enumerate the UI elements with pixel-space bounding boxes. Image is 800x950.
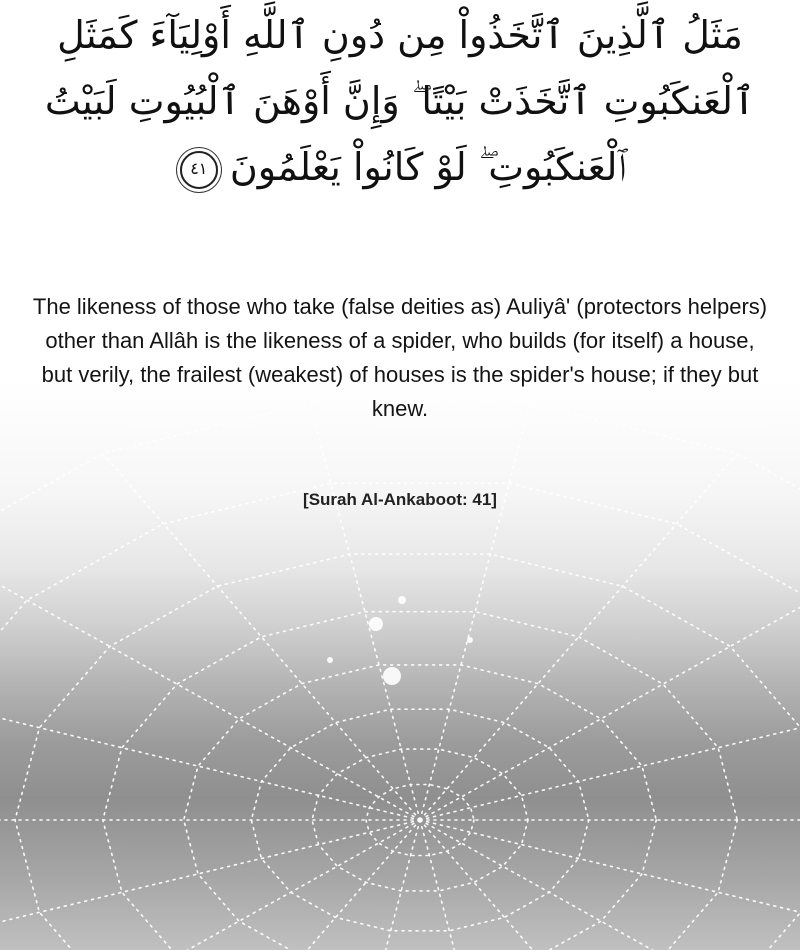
- verse-translation: The likeness of those who take (false deities as) Auliyâ' (protectors helpers) other than Allâh is the likeness of a spider, who builds (for itself) a house, but verily, the frailest (weakest) of houses is the spider's house; if they but knew.: [32, 294, 768, 421]
- arabic-line-2: ٱلْعَنكَبُوتِ ٱتَّخَذَتْ بَيْتًا ۖ وَإِنَّ أَوْهَنَ ٱلْبُيُوتِ لَبَيْتُ: [44, 79, 756, 123]
- arabic-line-1: مَثَلُ ٱلَّذِينَ ٱتَّخَذُواْ مِن دُونِ ٱللَّهِ أَوْلِيَآءَ كَمَثَلِ: [57, 13, 743, 57]
- arabic-verse: [0, 0, 800, 217]
- arabic-line-3-text: ٱلْعَنكَبُوتِ ۖ لَوْ كَانُواْ يَعْلَمُونَ: [229, 145, 627, 189]
- arabic-line-3: [0, 134, 800, 200]
- surah-reference: [Surah Al-Ankaboot: 41]: [303, 490, 497, 509]
- ayah-number-marker: ٤١: [180, 151, 218, 189]
